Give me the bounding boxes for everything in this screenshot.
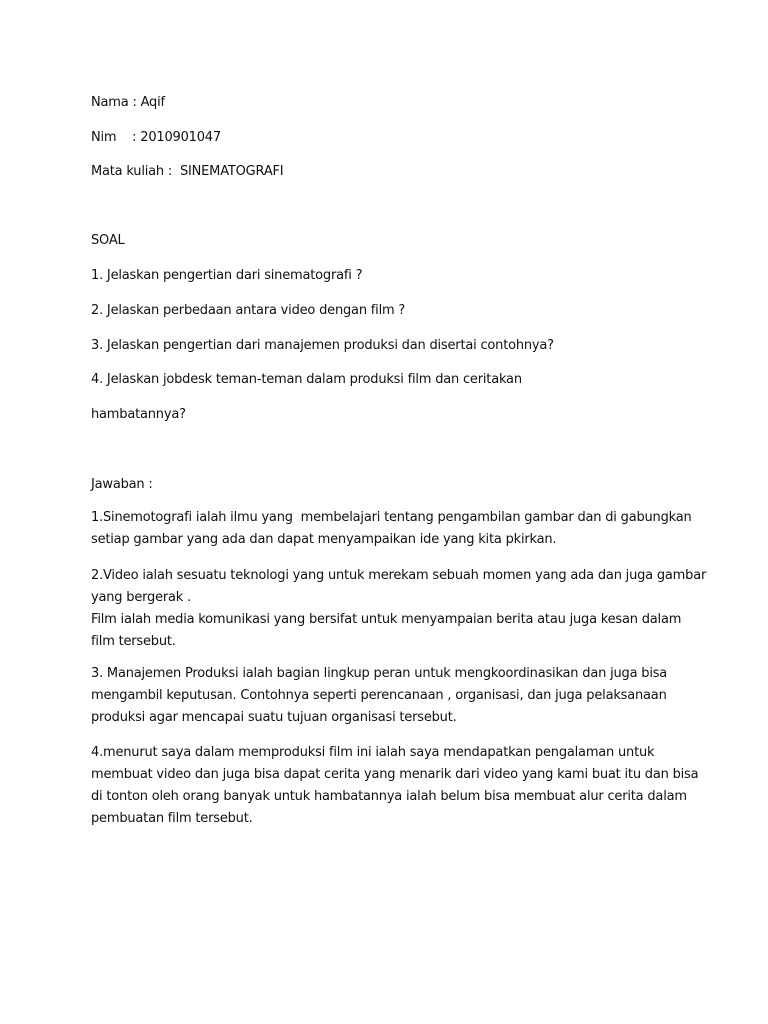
answer-3: [91, 663, 691, 729]
question-3: 3. Jelaskan pengertian dari manajemen produksi dan disertai contohnya?: [91, 338, 554, 353]
answer-2-line: Film ialah media komunikasi yang bersifat untuk menyampaian berita atau juga kesan dalam: [91, 612, 682, 627]
answer-1-line: setiap gambar yang ada dan dapat menyampaikan ide yang kita pkirkan.: [91, 532, 557, 547]
soal-heading: SOAL: [91, 233, 125, 248]
answer-4-line: pembuatan film tersebut.: [91, 811, 253, 826]
answer-4-line: 4.menurut saya dalam memproduksi film ini ialah saya mendapatkan pengalaman untuk: [91, 745, 655, 760]
question-1: 1. Jelaskan pengertian dari sinematografi ?: [91, 268, 363, 283]
answer-2: [91, 565, 707, 653]
answer-4: [91, 742, 699, 830]
answer-1-line: 1.Sinemotografi ialah ilmu yang membelajari tentang pengambilan gambar dan di gabungkan: [91, 510, 692, 525]
question-4-line-2: hambatannya?: [91, 407, 186, 422]
answer-3-line: mengambil keputusan. Contohnya seperti perencanaan , organisasi, dan juga pelaksanaan: [91, 688, 667, 703]
question-4-line-1: 4. Jelaskan jobdesk teman-teman dalam produksi film dan ceritakan: [91, 372, 522, 387]
question-2: 2. Jelaskan perbedaan antara video dengan film ?: [91, 303, 406, 318]
student-name: Nama : Aqif: [91, 95, 165, 110]
answer-3-line: 3. Manajemen Produksi ialah bagian lingkup peran untuk mengkoordinasikan dan juga bisa: [91, 666, 668, 681]
course-name: Mata kuliah : SINEMATOGRAFI: [91, 164, 284, 179]
answer-2-line: 2.Video ialah sesuatu teknologi yang untuk merekam sebuah momen yang ada dan juga gambar: [91, 568, 707, 583]
answer-4-line: membuat video dan juga bisa dapat cerita yang menarik dari video yang kami buat itu dan bisa: [91, 767, 699, 782]
student-nim: Nim : 2010901047: [91, 130, 221, 145]
answer-2-line: yang bergerak .: [91, 590, 192, 605]
answer-2-line: film tersebut.: [91, 634, 176, 649]
answer-4-line: di tonton oleh orang banyak untuk hambatannya ialah belum bisa membuat alur cerita dalam: [91, 789, 687, 804]
answer-1: [91, 507, 691, 551]
answer-3-line: produksi agar mencapai suatu tujuan organisasi tersebut.: [91, 710, 457, 725]
jawaban-heading: Jawaban :: [91, 477, 153, 492]
